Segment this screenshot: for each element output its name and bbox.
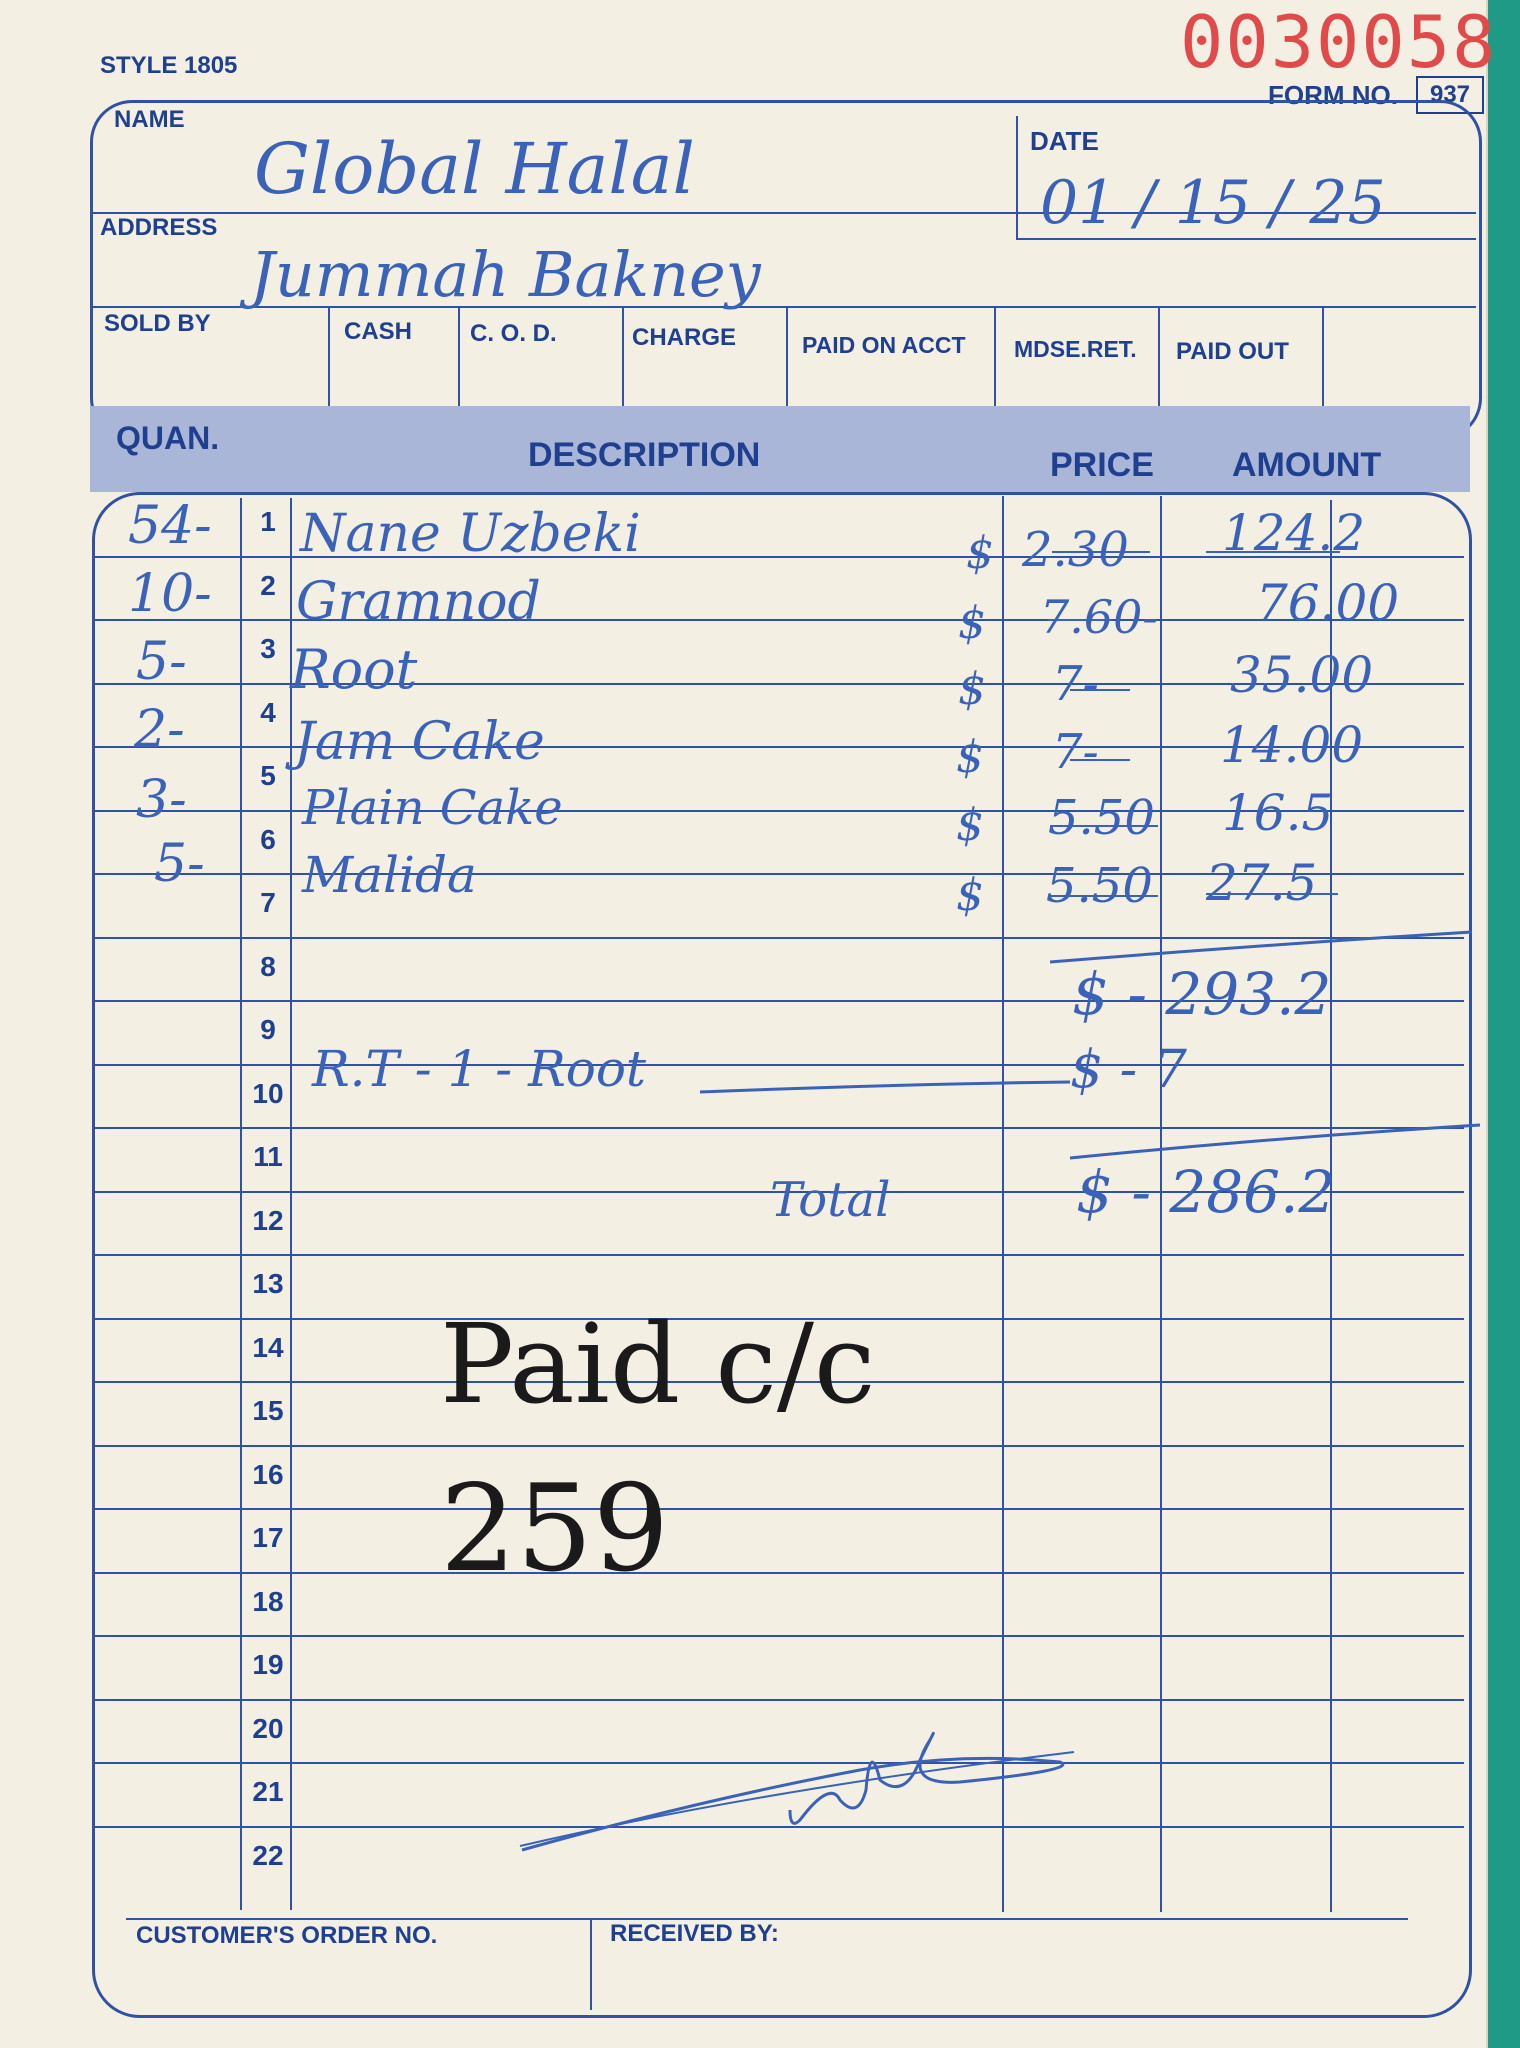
form-no-label: FORM NO. [1268,80,1398,110]
row-rule [94,1762,1464,1764]
row-number: 10 [252,1077,284,1109]
row-number: 2 [260,569,276,601]
row-number: 20 [252,1712,284,1744]
divider [1016,238,1476,240]
row-number: 14 [252,1331,284,1363]
row-number: 22 [252,1839,284,1871]
row-number: 8 [260,950,276,982]
row-rule [94,1445,1464,1447]
row-rule [94,1254,1464,1256]
item-amount: 16.5 [1222,784,1334,842]
item-price: 7.60- [1040,590,1158,644]
item-price: 5.50 [1046,858,1153,914]
received-by-label: RECEIVED BY: [610,1920,779,1947]
row-number: 16 [252,1458,284,1490]
item-desc: Root [290,638,418,701]
paid-out-label: PAID OUT [1176,338,1289,365]
row-rule [94,1064,1464,1066]
row-number: 18 [252,1585,284,1617]
item-price: 2.30 [1022,522,1129,578]
name-label: NAME [114,106,185,133]
item-price: 7- [1052,656,1099,712]
row-rule [94,937,1464,939]
date-label: DATE [1030,126,1099,156]
cash-label: CASH [344,318,413,345]
row-number: 7 [260,887,276,918]
row-number: 3 [260,633,276,664]
divider [786,306,788,418]
invoice-date: 01 / 15 / 25 [1040,168,1386,238]
form-no-value: 937 [1416,76,1484,114]
item-desc: Jam Cake [294,712,545,772]
description-header: DESCRIPTION [528,436,761,474]
row-number: 21 [252,1776,284,1807]
divider [458,306,460,418]
total-amount: $ - 286.2 [1076,1158,1336,1226]
item-currency: $ [956,800,984,851]
item-price: 5.50 [1048,790,1155,846]
mdse-ret-label: MDSE.RET. [1014,336,1137,362]
item-amount: 27.5 [1206,854,1318,912]
row-rule [94,1508,1464,1510]
divider [1016,116,1018,238]
divider [1158,306,1160,418]
paid-on-acct-label: PAID ON ACCT [802,332,966,358]
item-desc: Nane Uzbeki [300,504,641,564]
item-qty: 5- [154,834,205,894]
divider [622,306,624,418]
item-qty: 54- [128,496,212,556]
price-header: PRICE [1050,446,1154,484]
item-currency: $ [958,598,986,649]
customer-order-label: CUSTOMER'S ORDER NO. [136,1922,438,1949]
subtotal: $ - 293.2 [1072,960,1332,1028]
address-label: ADDRESS [100,214,218,241]
item-qty: 2- [134,700,185,760]
payment-note: Paid c/c [440,1300,876,1428]
total-label: Total [770,1172,891,1228]
column-rule [240,498,242,1910]
row-number: 19 [252,1649,284,1680]
item-qty: 5- [136,632,187,692]
return-note: R.T - 1 - Root [312,1040,647,1098]
return-amount: $ - 7 [1070,1040,1187,1100]
item-qty: 10- [128,564,212,624]
row-number: 6 [260,823,276,855]
row-number: 4 [260,696,276,728]
item-desc: Gramnod [296,572,541,632]
style-number: STYLE 1805 [100,52,238,79]
quan-header: QUAN. [116,420,220,456]
row-rule [94,1572,1464,1574]
row-number: 9 [260,1014,276,1045]
divider [328,306,330,418]
item-currency: $ [956,870,984,921]
item-qty: 3- [136,770,187,830]
row-rule [94,1127,1464,1129]
item-desc: Malida [302,846,477,904]
row-number: 17 [252,1522,284,1553]
customer-name: Global Halal [254,128,695,210]
amount-header: AMOUNT [1232,446,1382,484]
item-desc: Plain Cake [302,780,563,836]
row-number: 12 [252,1204,284,1236]
row-rule [94,1635,1464,1637]
row-number: 5 [260,760,276,791]
item-amount: 76.00 [1256,574,1400,632]
row-number: 13 [252,1268,284,1299]
item-amount: 35.00 [1230,646,1374,704]
item-price: 7- [1052,724,1099,780]
divider [994,306,996,418]
serial-number: 0030058 [1180,0,1498,84]
row-number: 1 [260,506,276,537]
sold-by-label: SOLD BY [104,310,211,337]
item-currency: $ [958,664,986,715]
row-rule [94,1826,1464,1828]
item-currency: $ [956,732,984,783]
cod-label: C. O. D. [470,320,557,347]
charge-label: CHARGE [632,324,737,351]
customer-address: Jummah Bakney [250,238,761,311]
item-currency: $ [966,528,994,579]
row-number: 15 [252,1395,284,1426]
row-number: 11 [253,1141,283,1172]
divider [590,1918,592,2010]
item-amount: 124.2 [1222,504,1366,562]
item-amount: 14.00 [1220,716,1364,774]
column-rule [290,498,292,1910]
divider [1322,306,1324,418]
row-rule [94,1699,1464,1701]
column-rule [1002,496,1004,1912]
payment-reference: 259 [440,1460,670,1599]
